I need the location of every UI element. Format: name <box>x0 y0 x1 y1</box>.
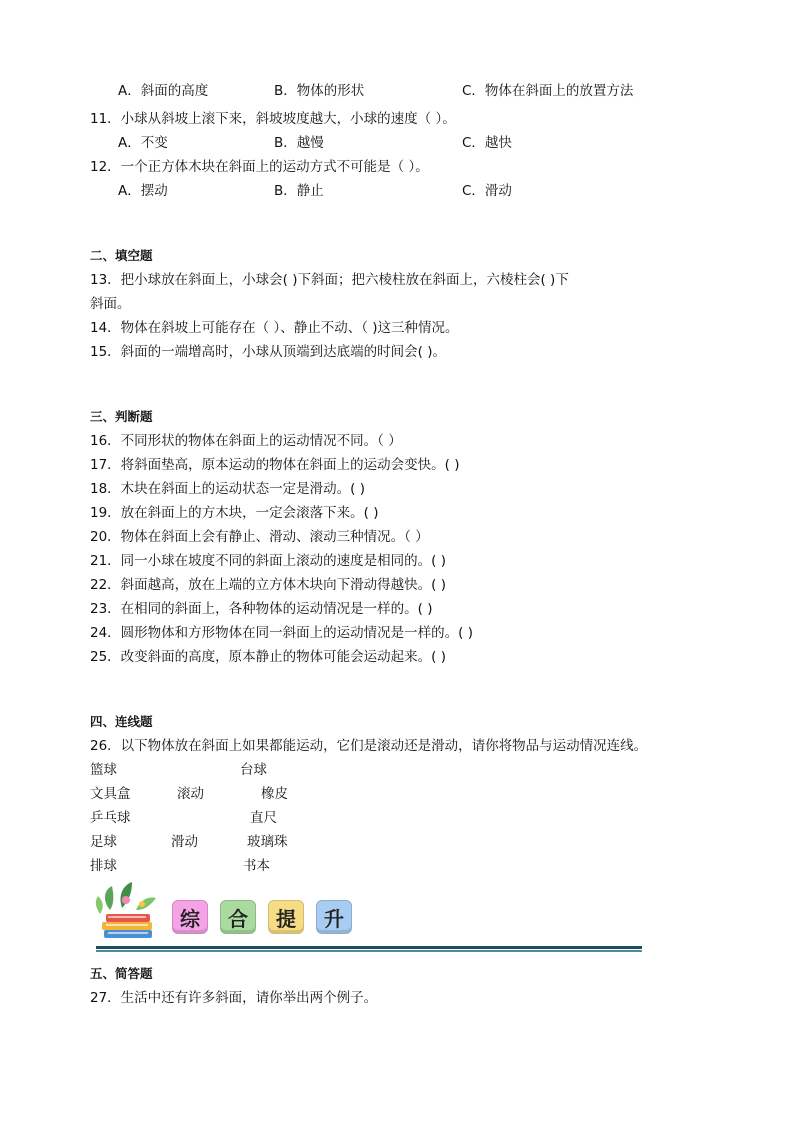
q26-stem: 26．以下物体放在斜面上如果都能运动，它们是滚动还是滑动，请你将物品与运动情况连线。 <box>90 738 648 754</box>
judge-item: 25．改变斜面的高度，原本静止的物体可能会运动起来。( ) <box>90 649 447 665</box>
q10-option-a: A．斜面的高度 <box>118 83 209 99</box>
q27-stem: 27．生活中还有许多斜面，请你举出两个例子。 <box>90 990 378 1006</box>
q12-option-b: B．静止 <box>274 183 324 199</box>
match-left-item: 篮球 <box>90 762 117 778</box>
q11-option-a: A．不变 <box>118 135 168 151</box>
section-title-short-answer: 五、简答题 <box>90 966 153 981</box>
banner-tile: 升 <box>316 900 352 934</box>
match-left-item: 乒乓球 <box>90 810 131 826</box>
judge-item: 22．斜面越高，放在上端的立方体木块向下滑动得越快。( ) <box>90 577 447 593</box>
q15: 15．斜面的一端增高时，小球从顶端到达底端的时间会( )。 <box>90 344 447 360</box>
section-title-matching: 四、连线题 <box>90 714 153 729</box>
judge-item: 21．同一小球在坡度不同的斜面上滚动的速度是相同的。( ) <box>90 553 447 569</box>
judge-item: 20．物体在斜面上会有静止、滑动、滚动三种情况。（ ） <box>90 529 429 545</box>
judge-item: 23．在相同的斜面上，各种物体的运动情况是一样的。( ) <box>90 601 433 617</box>
match-left-item: 足球 <box>90 834 117 850</box>
q13-line-2: 斜面。 <box>90 296 131 312</box>
match-right-item: 书本 <box>243 858 270 874</box>
q14: 14．物体在斜坡上可能存在（ ）、静止不动、（ )这三种情况。 <box>90 320 459 336</box>
section-title-fill-blank: 二、填空题 <box>90 248 153 263</box>
banner-tile: 合 <box>220 900 256 934</box>
q10-option-b: B．物体的形状 <box>274 83 365 99</box>
match-right-item: 橡皮 <box>261 786 288 802</box>
q10-option-c: C．物体在斜面上的放置方法 <box>462 83 634 99</box>
q12-stem: 12．一个正方体木块在斜面上的运动方式不可能是（ ）。 <box>90 159 429 175</box>
comprehensive-banner <box>92 880 652 952</box>
q12-option-c: C．滑动 <box>462 183 512 199</box>
divider <box>96 950 642 952</box>
match-middle-item: 滑动 <box>171 834 198 850</box>
q11-option-c: C．越快 <box>462 135 512 151</box>
match-right-item: 玻璃珠 <box>247 834 288 850</box>
books-plant-icon <box>92 880 162 944</box>
judge-item: 24．圆形物体和方形物体在同一斜面上的运动情况是一样的。( ) <box>90 625 474 641</box>
q12-option-a: A．摆动 <box>118 183 168 199</box>
judge-item: 19．放在斜面上的方木块，一定会滚落下来。( ) <box>90 505 379 521</box>
match-left-item: 排球 <box>90 858 117 874</box>
match-middle-item: 滚动 <box>177 786 204 802</box>
judge-item: 17．将斜面垫高，原本运动的物体在斜面上的运动会变快。( ) <box>90 457 460 473</box>
q11-option-b: B．越慢 <box>274 135 324 151</box>
match-left-item: 文具盒 <box>90 786 131 802</box>
section-title-judge: 三、判断题 <box>90 409 153 424</box>
banner-tile: 综 <box>172 900 208 934</box>
judge-item: 16．不同形状的物体在斜面上的运动情况不同。（ ） <box>90 433 402 449</box>
q11-stem: 11．小球从斜坡上滚下来，斜坡坡度越大，小球的速度（ ）。 <box>90 111 456 127</box>
match-right-item: 直尺 <box>250 810 277 826</box>
q13-line-1: 13．把小球放在斜面上，小球会( )下斜面；把六棱柱放在斜面上，六棱柱会( )下 <box>90 272 569 288</box>
divider <box>96 946 642 949</box>
banner-tile: 提 <box>268 900 304 934</box>
judge-item: 18．木块在斜面上的运动状态一定是滑动。( ) <box>90 481 366 497</box>
match-right-item: 台球 <box>240 762 267 778</box>
